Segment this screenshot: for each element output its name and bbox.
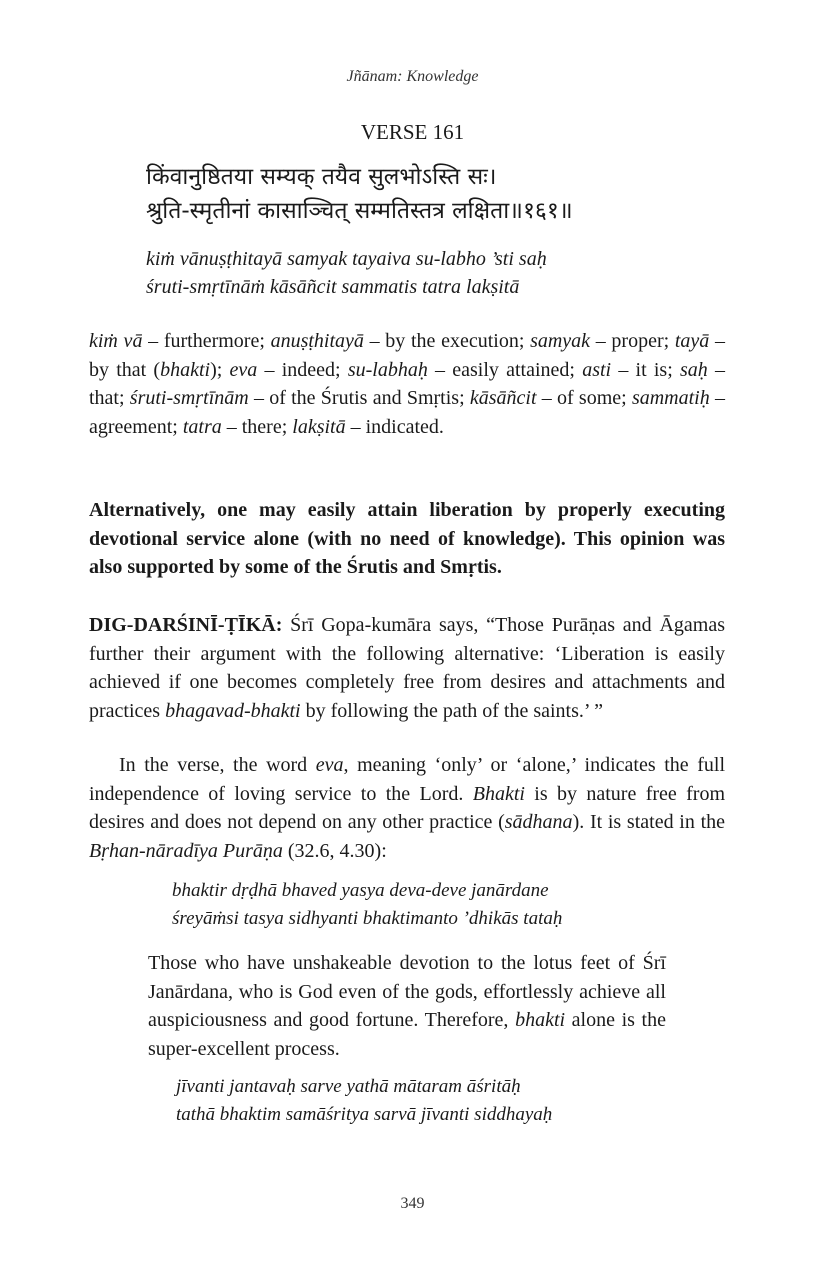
translation1-run: alone is the super-excellent process. [148,1009,666,1060]
quote1-line-2: śreyāṁsi tasya sidhyanti bhaktimanto ’dhikās tataḥ [172,908,563,929]
transliteration-line-1: kiṁ vānuṣṭhitayā samyak tayaiva su-labho ’sti saḥ [146,248,547,270]
transliteration-line-2: śruti-smṛtīnāṁ kāsāñcit sammatis tatra lakṣitā [146,276,520,298]
verse-title: VERSE 161 [360,120,465,144]
commentary-p1-run: bhagavad-bhakti [165,699,301,722]
word-for-word-run: ); [210,358,230,381]
word-for-word-run: anuṣṭhitayā [270,330,364,352]
word-for-word-run: – that; [89,358,726,409]
word-for-word-run: tayā [674,330,710,352]
commentary-p2-run: , meaning ‘only’ or ‘alone,’ indicates the full independence of loving service to the Lord. [89,754,725,805]
word-for-word-run: – proper; [590,330,675,352]
word-for-word-run: kiṁ vā [89,330,143,352]
word-for-word-run: sammatiḥ [631,387,710,409]
word-for-word-run: su-labhaḥ [347,358,428,381]
word-for-word-run: bhakti [160,358,211,381]
word-for-word-synonyms [89,327,725,441]
word-for-word-run: kāsāñcit [469,387,537,409]
word-for-word-run: – indicated. [345,415,444,438]
running-header: Jñānam: Knowledge [346,68,479,85]
page-number: 349 [400,1195,425,1212]
quoted-verse-1 [172,877,732,933]
verse-translation-summary: Alternatively, one may easily attain liberation by properly executing devotional service alone (with no need of knowledge). This opinion was also supported by some of the Śrutis and Smṛtis. [89,499,725,578]
commentary-p2-run: Bhakti [472,782,525,805]
word-for-word-run: – by the execution; [363,330,531,352]
sanskrit-verse-devanagari [146,160,746,228]
commentary-p2-run: ). It is stated in the [572,811,726,833]
quote1-line-1: bhaktir dṛḍhā bhaved yasya deva-deve janārdane [172,880,549,901]
word-for-word-run: – furthermore; [142,330,271,352]
commentary-label: DIG-DARŚINĪ-ṬĪKĀ: [89,614,283,636]
word-for-word-run: saḥ [680,358,708,381]
word-for-word-run: lakṣitā [292,415,346,438]
word-for-word-run: – of some; [536,387,632,409]
commentary-p1-run: by following the path of the saints.’ ” [300,699,603,722]
commentary-p2-run: sādhana [504,811,573,833]
translation1-run: Those who have unshakeable devotion to the lotus feet of Śrī Janārdana, who is God even of the gods, effortlessly achieve all auspiciousness and good fortune. Therefore, [148,952,666,1031]
quoted-verse-1-translation [148,949,666,1063]
commentary-p2-run: Bṛhan-nāradīya Purāṇa [89,839,283,862]
commentary-paragraph-2 [89,751,725,865]
commentary-paragraph-1 [89,611,725,725]
word-for-word-run: – indeed; [257,358,348,381]
word-for-word-run: samyak [530,330,591,352]
word-for-word-run: – of the Śrutis and Smṛtis; [248,387,470,409]
quoted-verse-2 [176,1073,736,1129]
commentary-p2-run: is by nature free from desires and does not depend on any other practice ( [89,782,726,833]
sanskrit-verse-transliteration [146,245,746,301]
commentary-p2-run: (32.6, 4.30): [282,839,387,862]
word-for-word-run: eva [229,358,258,381]
commentary-p1-run: Śrī Gopa-kumāra says, “Those Purāṇas and Āgamas further their argument with the following alternative: ‘Liberation is easily achieved if one becomes completely free from desires and attachments and practices [89,614,725,722]
translation1-run: bhakti [515,1009,566,1031]
devanagari-line-2: श्रुति-स्मृतीनां कासाञ्चित् सम्मतिस्तत्र लक्षिता॥१६१॥ [146,198,573,224]
word-for-word-run: tatra [182,415,222,438]
word-for-word-run: – easily attained; [427,358,583,381]
devanagari-line-1: किंवानुष्ठितया सम्यक् तयैव सुलभोऽस्ति सः। [146,164,497,190]
word-for-word-run: asti [582,358,612,381]
commentary-p2-run: In the verse, the word [119,754,316,776]
commentary-p2-run: eva [315,754,344,776]
quote2-line-1: jīvanti jantavaḥ sarve yathā mātaram āśritāḥ [176,1076,521,1097]
word-for-word-run: – by that ( [89,330,725,381]
quote2-line-2: tathā bhaktim samāśritya sarvā jīvanti siddhayaḥ [176,1104,553,1125]
word-for-word-run: – agreement; [89,387,725,438]
word-for-word-run: śruti-smṛtīnām [129,387,249,409]
word-for-word-run: – there; [221,415,293,438]
word-for-word-run: – it is; [611,358,680,381]
